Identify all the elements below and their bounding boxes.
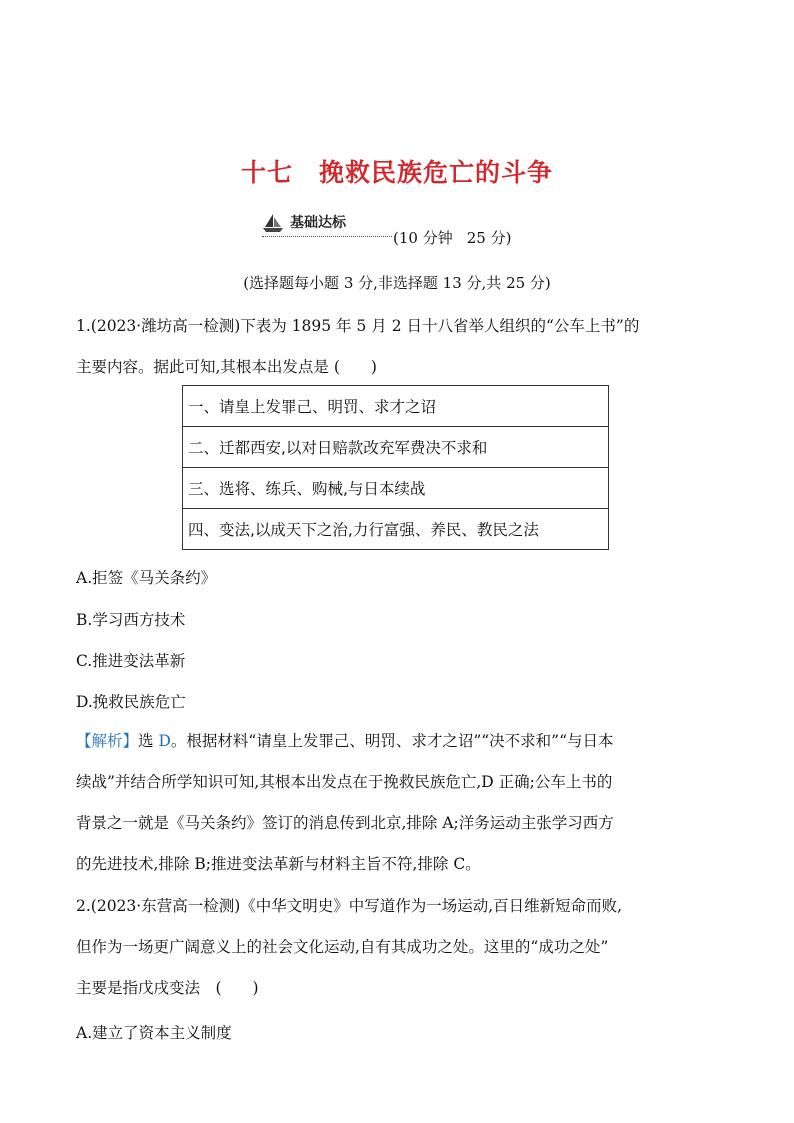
section-label: 基础达标 xyxy=(290,215,346,231)
analysis-line xyxy=(76,721,721,762)
option-d: D.挽救民族危亡 xyxy=(76,693,186,711)
question-2-line: 但作为一场更广阔意义上的社会文化运动,自有其成功之处。这里的“成功之处” xyxy=(76,938,609,956)
table-row xyxy=(183,509,609,550)
analysis-1 xyxy=(76,721,721,885)
table-row xyxy=(183,386,609,427)
question-2-line: 2.(2023·东营高一检测)《中华文明史》中写道作为一场运动,百日维新短命而败, xyxy=(76,897,623,915)
time-score xyxy=(393,227,511,248)
analysis-choice: D xyxy=(158,732,171,750)
question-1-line: 1.(2023·潍坊高一检测)下表为 1895 年 5 月 2 日十八省举人组织的“公车上书”的 xyxy=(76,317,640,335)
option-b: B.学习西方技术 xyxy=(76,611,186,629)
analysis-text: 。根据材料“请皇上发罪己、明罚、求才之诏”“决不求和”“与日本 xyxy=(170,732,614,750)
analysis-line: 的先进技术,排除 B;推进变法革新与材料主旨不符,排除 C。 xyxy=(76,855,481,873)
page-title xyxy=(0,153,794,189)
table-row xyxy=(183,468,609,509)
question-2-line: 主要是指戊戌变法 ( ) xyxy=(76,979,259,997)
table-cell: 三、选将、练兵、购械,与日本续战 xyxy=(183,468,609,509)
table-cell: 一、请皇上发罪己、明罚、求才之诏 xyxy=(183,386,609,427)
analysis-line: 续战”并结合所学知识可知,其根本出发点在于挽救民族危亡,D 正确;公车上书的 xyxy=(76,773,613,791)
table-cell: 二、迁都西安,以对日赔款改充军费决不求和 xyxy=(183,427,609,468)
score-note: (选择题每小题 3 分,非选择题 13 分,共 25 分) xyxy=(243,274,551,292)
analysis-choice-prefix: 选 xyxy=(138,732,159,750)
q2-option-a: A.建立了资本主义制度 xyxy=(76,1024,232,1042)
table-cell: 四、变法,以成天下之治,力行富强、养民、教民之法 xyxy=(183,509,609,550)
option-c: C.推进变法革新 xyxy=(76,652,186,670)
question-2-stem xyxy=(76,886,721,1009)
total-score: 25 分) xyxy=(466,229,512,247)
lesson-title: 挽救民族危亡的斗争 xyxy=(319,158,554,187)
table-row xyxy=(183,427,609,468)
section-divider xyxy=(262,236,392,237)
question-1-stem xyxy=(76,306,721,388)
question-1-line: 主要内容。据此可知,其根本出发点是 ( ) xyxy=(76,358,377,376)
analysis-line: 背景之一就是《马关条约》签订的消息传到北京,排除 A;洋务运动主张学习西方 xyxy=(76,814,614,832)
lesson-number: 十七 xyxy=(240,158,293,187)
content-table xyxy=(182,385,609,550)
sailboat-icon xyxy=(262,213,284,233)
analysis-tag: 【解析】 xyxy=(76,732,139,750)
time-limit: (10 分钟 xyxy=(393,229,453,247)
option-a: A.拒签《马关条约》 xyxy=(76,569,217,587)
